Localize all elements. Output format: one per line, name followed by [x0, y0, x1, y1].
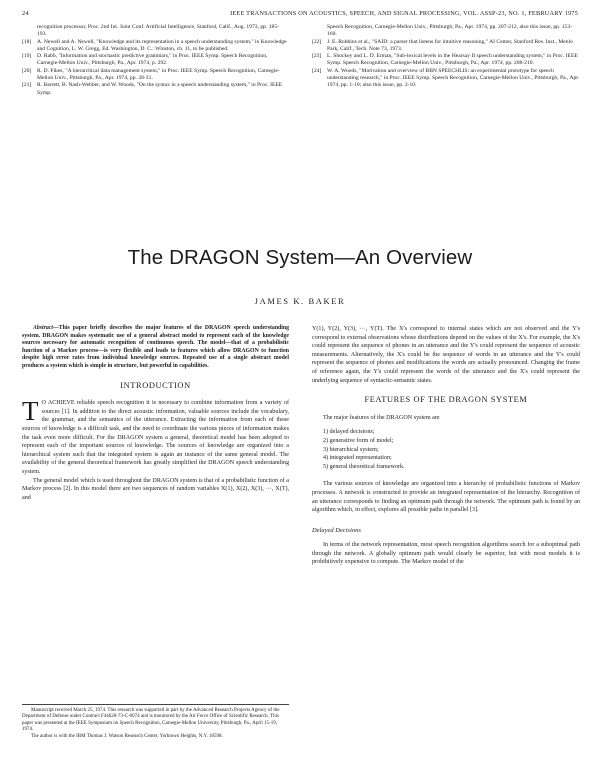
features-paragraph: The various sources of knowledge are organized into a hierarchy of probabilistic functions of Markov processes. A network is constructed to provide an integrated representation of the hierarchy. Recognition of an utterance corresponds to finding an optimum path through the network. The optimum path is found by an algorithm which, in effect, explores all possible paths in parallel [3].	[312, 481, 580, 514]
reference-entry: Speech Recognition, Carnegie-Mellon Univ., Pittsburgh, Pa., Apr. 1974, pp. 207-212, also this issue, pp. 153-160.	[327, 24, 573, 38]
features-intro: The major features of the DRAGON system are	[323, 414, 440, 421]
abstract-text: —This paper briefly describes the major features of the DRAGON speech understanding system. DRAGON makes systematic use of a general abstract model to represent each of the knowledge sources necessary for automatic recognition of continuous speech. The model—that of a probabilistic function of a Markov process—is very flexible and leads to features which allow DRAGON to function despite high error rates from individual knowledge sources. Repeated use of a single abstract model produces a system which is simple in structure, but powerful in capabilities.	[22, 325, 289, 369]
markov-paragraph: Y(1), Y(2), Y(3), ···, Y(T). The X's correspond to internal states which are not observed and the Y's correspond to external observations whose distributions depend on the values of the X's. For example, the X's could represent the sequence of phones in an utterance and the Y's could represent the sequence of acoustic measurements. Alternatively, the X's could be the sequence of words in an utterance and the Y's could represent the sequence of phones and modifications the words are actually pronounced. Changing the frame of reference again, the Y's could represent the words of the utterance and the X's could represent the underlying sequence of syntactic-semantic states.	[312, 326, 580, 384]
footnote-affiliation: The author is with the IBM Thomas J. Watson Research Center, Yorktown Heights, N.Y. 10598.	[31, 733, 223, 739]
reference-entry: [21] R. Barrett, B. Nash-Webber, and W. Woods, "On the syntax in a speech understanding system," in Proc. IEEE Symp.	[22, 82, 283, 96]
list-item: 4) integrated representation;	[323, 455, 392, 462]
reference-entry: [20] R. D. Fikes, "A hierarchical data management system," in Proc. IEEE Symp. Speech Recognition, Carnegie-Mellon Univ., Pittsburgh, Pa., Apr. 1974, pp. 28-31.	[22, 67, 280, 82]
features-list	[323, 428, 580, 471]
reference-entry: [23] L. Shockey and L. D. Erman, "Sub-lexical levels in the Hearsay II speech understanding system," in Proc. IEEE Symp. Speech Recognition, Carnegie-Mellon Univ., Pittsburgh, Pa., Apr. 1974, pp. 208-210.	[312, 53, 578, 67]
reference-entry: [18] A. Newell and A. Newell, "Knowledge and its representation in a speech understanding system," in Knowledge and Cognition, L. W. Gregg, Ed. Washington, D. C.: Winston, ch. 11, to be published.	[22, 38, 287, 52]
references-left	[22, 24, 287, 97]
right-column	[312, 325, 580, 567]
reference-entry: recognition processor, Proc. 2nd Int. Joint Conf. Artificial Intelligence, Stanford, Calif., Aug. 1973, pp. 185-193.	[37, 24, 279, 38]
abstract-label: Abstract	[33, 325, 53, 331]
reference-entry: [24] W. A. Woods, "Motivation and overview of BBN SPEECHLIS: an experimental prototype for speech understanding research," in Proc. IEEE Symp. Speech Recognition, Carnegie-Mellon Univ., Pittsburgh, Pa., Apr. 1974, pp. 1-10; also this issue, pp. 2-10.	[312, 67, 580, 89]
page-number: 24	[22, 10, 29, 17]
paper-title: The DRAGON System—An Overview	[127, 246, 473, 269]
footnote	[22, 704, 289, 740]
delayed-decisions-paragraph: In terms of the network representation, most speech recognition algorithms search for a suboptimal path through the network. A globally optimum path would clearly be superior, but with most models it is prohibitively expensive to compute. The Markov model of the	[312, 542, 580, 566]
journal-title: IEEE TRANSACTIONS ON ACOUSTICS, SPEECH, AND SIGNAL PROCESSING, VOL. ASSP-23, NO. 1, FEBRUARY 1975	[230, 10, 578, 17]
left-column	[22, 325, 289, 502]
author-name: JAMES K. BAKER	[254, 296, 346, 306]
reference-entry: [19] D. Rabb, "Information and stochastic predictive grammars," in Proc. IEEE Symp. Speech Recognition, Carnegie-Mellon Univ., Pittsburgh, Pa., Apr. 1974, p. 292.	[22, 53, 268, 67]
intro-paragraph-2: The general model which is used throughout the DRAGON system is that of a probabilistic function of a Markov process [2]. In this model there are two sequences of random variables X(1), X(2), X(3), ···, X(T), and	[22, 477, 289, 501]
delayed-decisions-heading: Delayed Decisions	[312, 526, 361, 534]
list-item: 2) generative form of model;	[323, 437, 394, 444]
list-item: 3) hierarchical system;	[323, 446, 379, 453]
list-item: 5) general theoretical framework.	[323, 463, 405, 470]
references-right	[312, 24, 580, 90]
intro-paragraph-1: T O ACHIEVE reliable speech recognition it is necessary to combine information from a variety of sources [1]. In addition to the direct acoustic information, valuable sources include the vocabulary, the grammar, and the semantics of the utterance. Extracting the information from each of these sources of knowledge is a difficult task, and the need to coordinate the various pieces of information makes the task even more difficult. For the DRAGON system a general, theoretical model has been adopted to represent each of the important sources of knowledge. The sources of knowledge are organized into a hierarchical system such that the integrated system is again an instance of the same general model. The availability of the general theoretical framework has greatly simplified the DRAGON speech understanding system.	[22, 396, 289, 475]
reference-entry: [22] J. E. Robbins et al., "SAID: a parser that listens for intuitive reasoning," AI Center, Stanford Res. Inst., Menlo Park, Calif., Tech. Note 73, 1973.	[312, 38, 573, 52]
footnote-manuscript: Manuscript received March 25, 1974. This research was supported in part by the Advanced Research Projects Agency of the Department of Defense under Contract F44620-73-C-0074 and is monitored by the Air Force Office of Scientific Research. This paper was presented at the IEEE Symposium on Speech Recognition, Carnegie-Mellon University, Pittsburgh, Pa., April 15-19, 1974.	[22, 708, 280, 733]
list-item: 1) delayed decisions;	[323, 429, 375, 436]
introduction-heading: INTRODUCTION	[120, 380, 191, 390]
drop-cap: T	[22, 396, 39, 427]
abstract	[22, 325, 289, 371]
running-header	[22, 10, 578, 22]
features-heading: FEATURES OF THE DRAGON SYSTEM	[364, 395, 528, 405]
